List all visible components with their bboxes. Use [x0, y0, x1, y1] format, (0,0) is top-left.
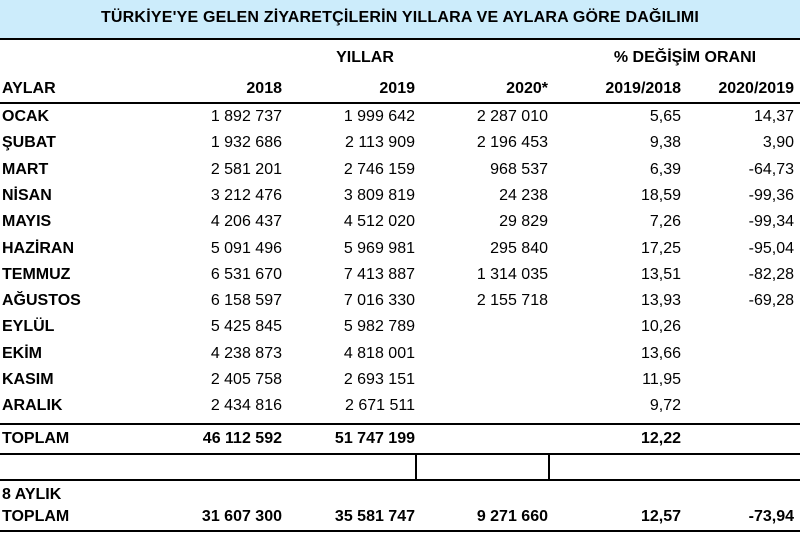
table-cell: -99,36 — [748, 187, 794, 204]
eight-month-cell: 9 271 660 — [476, 508, 548, 525]
spacer-divider-left — [415, 455, 417, 479]
row-label: KASIM — [2, 371, 54, 388]
eight-month-label-line1: 8 AYLIK — [2, 486, 62, 503]
group-header-years: YILLAR — [336, 49, 394, 66]
table-cell: 13,51 — [640, 266, 681, 283]
table-cell: 10,26 — [640, 318, 681, 335]
table-cell: 2 746 159 — [343, 161, 415, 178]
table-cell: -64,73 — [748, 161, 794, 178]
spacer-divider-right — [548, 455, 550, 479]
table-cell: 5 969 981 — [343, 240, 415, 257]
table-cell: 13,93 — [640, 292, 681, 309]
total-top-rule — [0, 423, 800, 425]
table-cell: 18,59 — [640, 187, 681, 204]
table-cell: 5,65 — [649, 108, 681, 125]
row-label: NİSAN — [2, 187, 52, 204]
column-header-y2020: 2020* — [506, 80, 548, 97]
total-label: TOPLAM — [2, 430, 70, 447]
eight-month-cell: 35 581 747 — [334, 508, 415, 525]
table-cell: -69,28 — [748, 292, 794, 309]
table-cell: 9,72 — [649, 397, 681, 414]
table-cell: 9,38 — [649, 134, 681, 151]
table-cell: 6 531 670 — [210, 266, 282, 283]
table-cell: 5 982 789 — [343, 318, 415, 335]
row-label: EKİM — [2, 345, 42, 362]
header-divider — [0, 102, 800, 104]
table-cell: 2 113 909 — [345, 134, 415, 151]
table-cell: 4 238 873 — [210, 345, 282, 362]
table-title-bar — [0, 0, 800, 40]
table-cell: 295 840 — [490, 240, 548, 257]
group-header-change: % DEĞİŞİM ORANI — [613, 49, 757, 66]
table-cell: 4 206 437 — [210, 213, 282, 230]
column-header-chg-2019-2018: 2019/2018 — [605, 80, 681, 97]
table-cell: 11,95 — [642, 371, 681, 388]
table-cell: 24 238 — [499, 187, 548, 204]
column-header-y2019: 2019 — [379, 80, 415, 97]
row-label: OCAK — [2, 108, 50, 125]
eight-month-label-line2: TOPLAM — [2, 508, 70, 525]
table-cell: 2 693 151 — [343, 371, 415, 388]
row-label: MAYIS — [2, 213, 52, 230]
total-bottom-rule — [0, 453, 800, 455]
row-label: HAZİRAN — [2, 240, 74, 257]
table-cell: 1 999 642 — [343, 108, 415, 125]
table-cell: 3 809 819 — [343, 187, 415, 204]
table-cell: -82,28 — [748, 266, 794, 283]
eight-month-top-rule — [0, 479, 800, 481]
total-cell: 46 112 592 — [202, 430, 282, 447]
table-cell: 4 818 001 — [343, 345, 415, 362]
table-cell: 4 512 020 — [343, 213, 415, 230]
row-label: ARALIK — [2, 397, 63, 414]
row-label: ŞUBAT — [2, 134, 56, 151]
table-cell: 3 212 476 — [210, 187, 282, 204]
column-header-y2018: 2018 — [246, 80, 282, 97]
table-bottom-rule — [0, 530, 800, 532]
table-cell: -99,34 — [748, 213, 794, 230]
table-cell: 6,39 — [649, 161, 681, 178]
table-cell: 29 829 — [499, 213, 548, 230]
table-cell: 2 287 010 — [476, 108, 548, 125]
table-cell: 5 091 496 — [210, 240, 282, 257]
table-cell: 2 434 816 — [210, 397, 282, 414]
row-label: EYLÜL — [2, 318, 55, 335]
table-cell: 5 425 845 — [210, 318, 282, 335]
table-cell: 13,66 — [640, 345, 681, 362]
table-cell: 968 537 — [490, 161, 548, 178]
table-cell: 2 581 201 — [210, 161, 282, 178]
column-header-chg-2020-2019: 2020/2019 — [718, 80, 794, 97]
table-cell: -95,04 — [748, 240, 794, 257]
table-cell: 6 158 597 — [210, 292, 282, 309]
table-cell: 1 892 737 — [210, 108, 282, 125]
table-cell: 17,25 — [640, 240, 681, 257]
eight-month-cell: -73,94 — [748, 508, 794, 525]
eight-month-cell: 12,57 — [640, 508, 681, 525]
table-cell: 7 413 887 — [343, 266, 415, 283]
table-title: TÜRKİYE'YE GELEN ZİYARETÇİLERİN YILLARA VE AYLARA GÖRE DAĞILIMI — [100, 9, 700, 26]
total-cell: 12,22 — [640, 430, 681, 447]
eight-month-cell: 31 607 300 — [201, 508, 282, 525]
table-cell: 2 405 758 — [210, 371, 282, 388]
row-label: MART — [2, 161, 49, 178]
row-label: AĞUSTOS — [2, 292, 81, 309]
table-cell: 1 932 686 — [210, 134, 282, 151]
table-cell: 2 671 511 — [345, 397, 415, 414]
table-cell: 14,37 — [753, 108, 794, 125]
table-cell: 7,26 — [649, 213, 681, 230]
column-header-month: AYLAR — [2, 80, 56, 97]
row-label: TEMMUZ — [2, 266, 71, 283]
total-cell: 51 747 199 — [334, 430, 415, 447]
table-cell: 2 196 453 — [476, 134, 548, 151]
table-cell: 1 314 035 — [476, 266, 548, 283]
table-cell: 3,90 — [762, 134, 794, 151]
table-cell: 7 016 330 — [343, 292, 415, 309]
table-cell: 2 155 718 — [476, 292, 548, 309]
